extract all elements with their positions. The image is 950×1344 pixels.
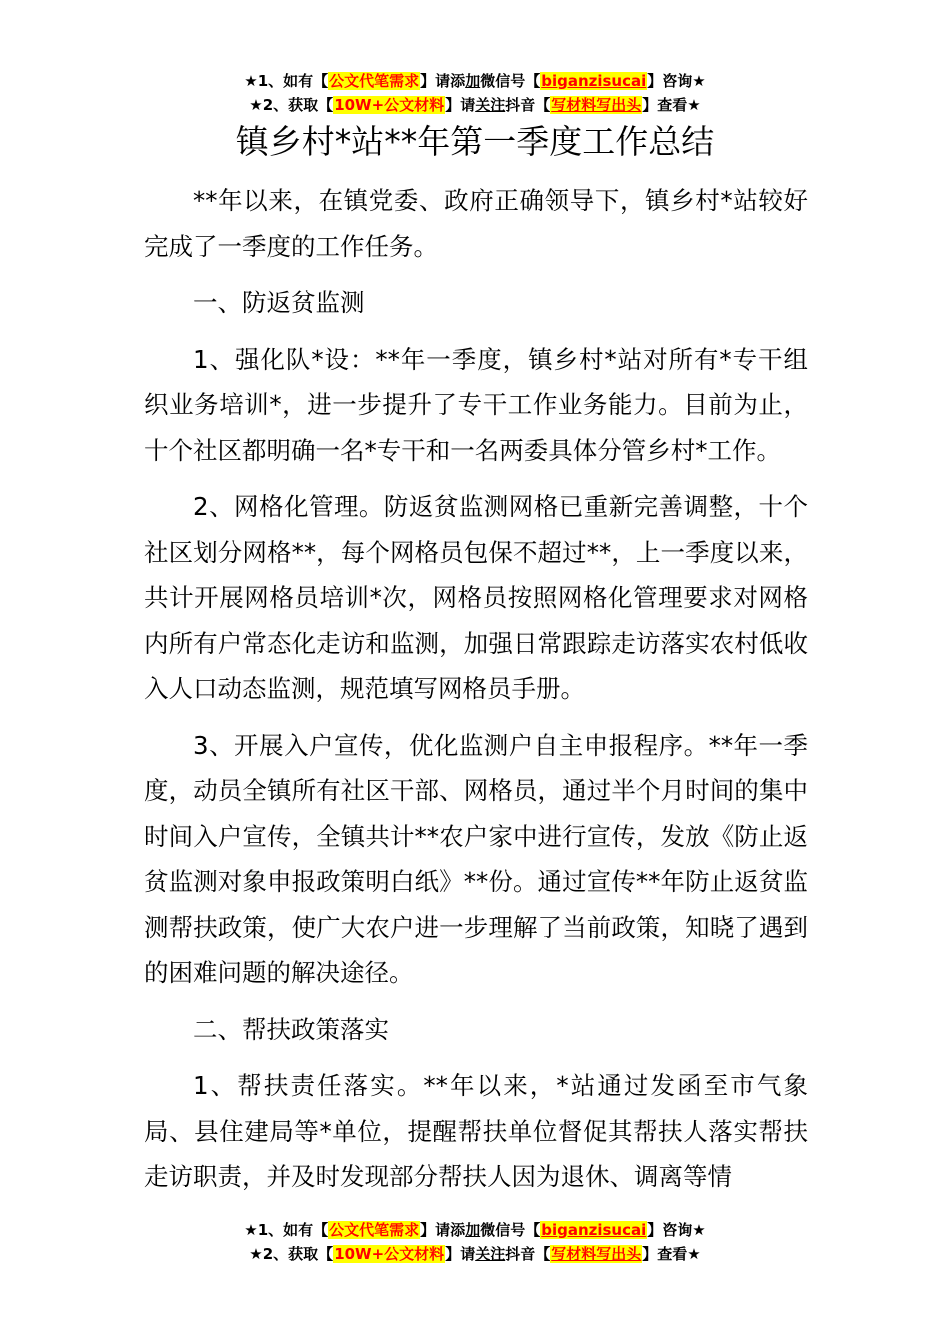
intro-paragraph: **年以来，在镇党委、政府正确领导下，镇乡村*站较好完成了一季度的工作任务。 (144, 186, 808, 261)
promo-line-2: ★2、获取【10W+公文材料】请关注抖音【写材料写出头】查看★ (249, 96, 701, 114)
star-icon: ★ (249, 1245, 263, 1263)
highlight-ghostwriting: 公文代笔需求 (329, 72, 420, 90)
promo-line-1: ★1、如有【公文代笔需求】请添加微信号【biganzisucai】咨询★ (244, 72, 706, 90)
section-heading-2: 二、帮扶政策落实 (193, 1014, 389, 1044)
douyin-account[interactable]: 写材料写出头 (551, 96, 642, 114)
douyin-account[interactable]: 写材料写出头 (551, 1245, 642, 1263)
wechat-id[interactable]: biganzisucai (541, 1221, 647, 1239)
highlight-materials: 10W+公文材料 (334, 1245, 445, 1263)
paragraph-1-3: 3、开展入户宣传，优化监测户自主申报程序。**年一季度，动员全镇所有社区干部、网格员，通过半个月时间的集中时间入户宣传，全镇共计**农户家中进行宣传，发放《防止返贫监测对象申报政策明白纸》**份。通过宣传**年防止返贫监测帮扶政策，使广大农户进一步理解了当前政策，知晓了遇到的困难问题的解决途径。 (144, 730, 808, 987)
promo-banner-top (0, 69, 950, 117)
highlight-materials: 10W+公文材料 (334, 96, 445, 114)
star-icon: ★ (244, 72, 258, 90)
paragraph-1-2: 2、网格化管理。防返贫监测网格已重新完善调整，十个社区划分网格**，每个网格员包保不超过**，上一季度以来，共计开展网格员培训*次，网格员按照网格化管理要求对网格内所有户常态化走访和监测，加强日常跟踪走访落实农村低收入人口动态监测，规范填写网格员手册。 (144, 492, 808, 703)
document-title: 镇乡村*站**年第一季度工作总结 (235, 122, 715, 161)
highlight-ghostwriting: 公文代笔需求 (329, 1221, 420, 1239)
promo-line-1: ★1、如有【公文代笔需求】请添加微信号【biganzisucai】咨询★ (244, 1221, 706, 1239)
wechat-id[interactable]: biganzisucai (541, 72, 647, 90)
star-icon: ★ (244, 1221, 258, 1239)
paragraph-2-1: 1、帮扶责任落实。**年以来，*站通过发函至市气象局、县住建局等*单位，提醒帮扶单位督促其帮扶人落实帮扶走访职责，并及时发现部分帮扶人因为退休、调离等情 (144, 1071, 808, 1191)
section-heading-1: 一、防返贫监测 (193, 288, 365, 317)
star-icon: ★ (249, 96, 263, 114)
document-body (144, 178, 808, 1211)
promo-line-2: ★2、获取【10W+公文材料】请关注抖音【写材料写出头】查看★ (249, 1245, 701, 1263)
promo-banner-bottom (0, 1218, 950, 1266)
paragraph-1-1: 1、强化队*设：**年一季度，镇乡村*站对所有*专干组织业务培训*，进一步提升了专干工作业务能力。目前为止，十个社区都明确一名*专干和一名两委具体分管乡村*工作。 (144, 344, 808, 465)
